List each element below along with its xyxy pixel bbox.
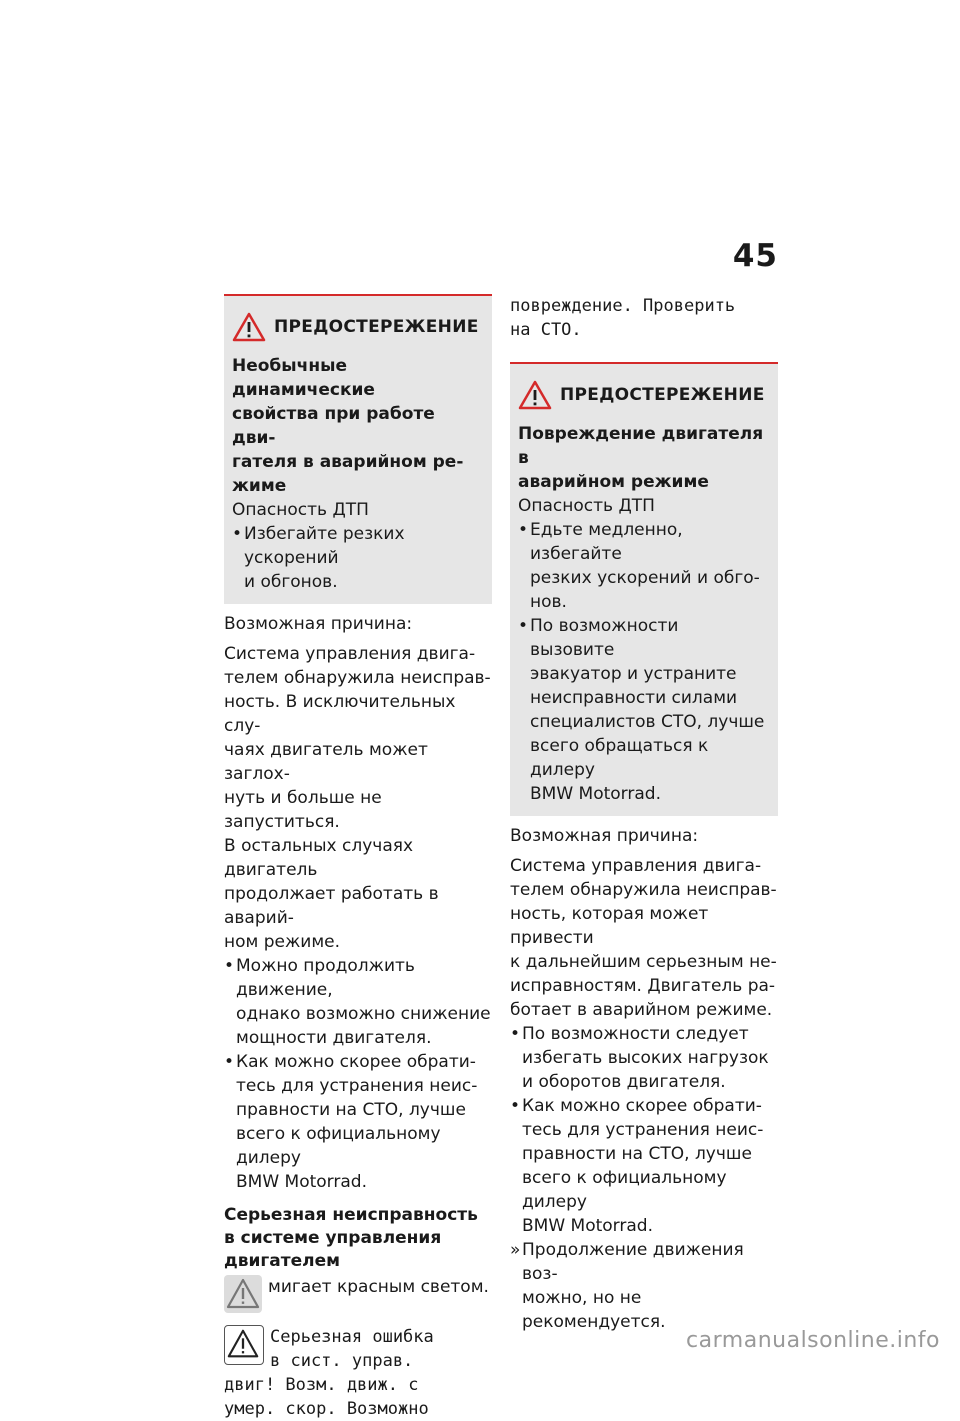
display-message-line: двиг! Возм. движ. с xyxy=(224,1375,419,1395)
list-item xyxy=(232,522,482,594)
list-item xyxy=(518,518,768,614)
text-line: однако возможно снижение xyxy=(236,1004,491,1024)
text-line: ность, которая может привести xyxy=(510,904,709,948)
text-line: избегать высоких нагрузок xyxy=(522,1048,769,1068)
text-line: правности на СТО, лучше xyxy=(236,1100,466,1120)
text-line: тесь для устранения неис- xyxy=(522,1120,764,1140)
text-line: всего к официальному дилеру xyxy=(522,1168,727,1212)
general-warning-light-icon xyxy=(224,1275,262,1313)
warning-header xyxy=(518,380,768,410)
cause-paragraph xyxy=(224,642,492,954)
text-line: резких ускорений и обго- xyxy=(530,568,760,588)
display-message-end xyxy=(510,294,778,342)
text-line: BMW Motorrad. xyxy=(522,1216,653,1236)
warning-triangle-icon xyxy=(518,380,552,410)
text-line: двигателем xyxy=(224,1251,341,1271)
warning-header xyxy=(232,312,482,342)
bullet-marker: • xyxy=(232,524,243,544)
text-line: чаях двигатель может заглох- xyxy=(224,740,428,784)
page-number: 45 xyxy=(732,238,778,274)
indicator-text: мигает красным светом. xyxy=(268,1277,489,1297)
bullet-marker: • xyxy=(224,1052,235,1072)
text-line: Как можно скорее обрати- xyxy=(236,1052,476,1072)
text-line: свойства при работе дви- xyxy=(232,404,435,448)
text-line: продолжает работать в аварий- xyxy=(224,884,439,928)
list-item xyxy=(518,614,768,806)
watermark: carmanualsonline.info xyxy=(686,1328,940,1353)
text-line: Избегайте резких ускорений xyxy=(244,524,405,568)
result-marker: » xyxy=(510,1240,521,1260)
display-message-line: на СТО. xyxy=(510,320,582,340)
bullet-marker: • xyxy=(510,1096,521,1116)
text-line: можно, но не рекомендуется. xyxy=(522,1288,666,1332)
warning-subtitle xyxy=(232,354,482,498)
display-message-line: Серьезная ошибка xyxy=(270,1327,434,1347)
text-line: ность. В исключительных слу- xyxy=(224,692,456,736)
danger-text: Опасность ДТП xyxy=(518,496,655,516)
list-item xyxy=(224,1050,492,1194)
section-title xyxy=(224,1204,492,1273)
text-line: всего к официальному дилеру xyxy=(236,1124,441,1168)
warning-title: ПРЕДОСТЕРЕЖЕНИЕ xyxy=(274,317,479,337)
text-line: ботает в аварийном режиме. xyxy=(510,1000,773,1020)
text-line: По возможности вызовите xyxy=(530,616,679,660)
text-line: телем обнаружила неисправ- xyxy=(510,880,777,900)
display-warning-icon xyxy=(224,1325,264,1365)
text-line: BMW Motorrad. xyxy=(236,1172,367,1192)
indicator-row xyxy=(224,1275,492,1313)
left-column xyxy=(224,294,492,1421)
text-line: нов. xyxy=(530,592,567,612)
cause-paragraph xyxy=(510,854,778,1022)
bullet-marker: • xyxy=(224,956,235,976)
text-line: Серьезная неисправность xyxy=(224,1205,478,1225)
text-line: ном режиме. xyxy=(224,932,341,952)
list-item xyxy=(510,1094,778,1238)
display-message-continued xyxy=(224,1373,492,1421)
list-item xyxy=(224,954,492,1050)
text-line: Можно продолжить движение, xyxy=(236,956,415,1000)
text-line: Как можно скорее обрати- xyxy=(522,1096,762,1116)
text-line: жиме xyxy=(232,476,287,496)
display-message-line: повреждение. Проверить xyxy=(510,296,736,316)
text-line: аварийном режиме xyxy=(518,472,709,492)
text-line: гателя в аварийном ре- xyxy=(232,452,464,472)
right-column xyxy=(510,294,778,1334)
text-line: Повреждение двигателя в xyxy=(518,424,764,468)
bullet-marker: • xyxy=(518,616,529,636)
text-line: Система управления двига- xyxy=(510,856,762,876)
text-line: к дальнейшим серьезным не- xyxy=(510,952,777,972)
text-line: Продолжение движения воз- xyxy=(522,1240,744,1284)
text-line: нуть и больше не запуститься. xyxy=(224,788,382,832)
display-message-row xyxy=(224,1325,492,1373)
list-item xyxy=(510,1022,778,1094)
text-line: исправностям. Двигатель ра- xyxy=(510,976,776,996)
text-line: Необычные динамические xyxy=(232,356,375,400)
cause-label: Возможная причина: xyxy=(510,826,699,846)
warning-box xyxy=(510,362,778,816)
result-item xyxy=(510,1238,778,1334)
text-line: эвакуатор и устраните xyxy=(530,664,737,684)
text-line: тесь для устранения неис- xyxy=(236,1076,478,1096)
text-line: В остальных случаях двигатель xyxy=(224,836,414,880)
text-line: Система управления двига- xyxy=(224,644,476,664)
warning-triangle-icon xyxy=(232,312,266,342)
display-message-line: умер. скор. Возможно xyxy=(224,1399,429,1419)
warning-title: ПРЕДОСТЕРЕЖЕНИЕ xyxy=(560,385,765,405)
text-line: в системе управления xyxy=(224,1228,442,1248)
text-line: По возможности следует xyxy=(522,1024,749,1044)
bullet-marker: • xyxy=(518,520,529,540)
warning-subtitle xyxy=(518,422,768,494)
text-line: неисправности силами xyxy=(530,688,738,708)
text-line: специалистов СТО, лучше xyxy=(530,712,765,732)
text-line: и обгонов. xyxy=(244,572,338,592)
danger-text: Опасность ДТП xyxy=(232,500,369,520)
text-line: и оборотов двигателя. xyxy=(522,1072,726,1092)
bullet-marker: • xyxy=(510,1024,521,1044)
text-line: телем обнаружила неисправ- xyxy=(224,668,491,688)
display-message-line: в сист. управ. xyxy=(270,1351,414,1371)
text-line: мощности двигателя. xyxy=(236,1028,432,1048)
text-line: Едьте медленно, избегайте xyxy=(530,520,683,564)
cause-label: Возможная причина: xyxy=(224,614,413,634)
text-line: всего обращаться к дилеру xyxy=(530,736,709,780)
warning-box xyxy=(224,294,492,604)
text-line: BMW Motorrad. xyxy=(530,784,661,804)
text-line: правности на СТО, лучше xyxy=(522,1144,752,1164)
